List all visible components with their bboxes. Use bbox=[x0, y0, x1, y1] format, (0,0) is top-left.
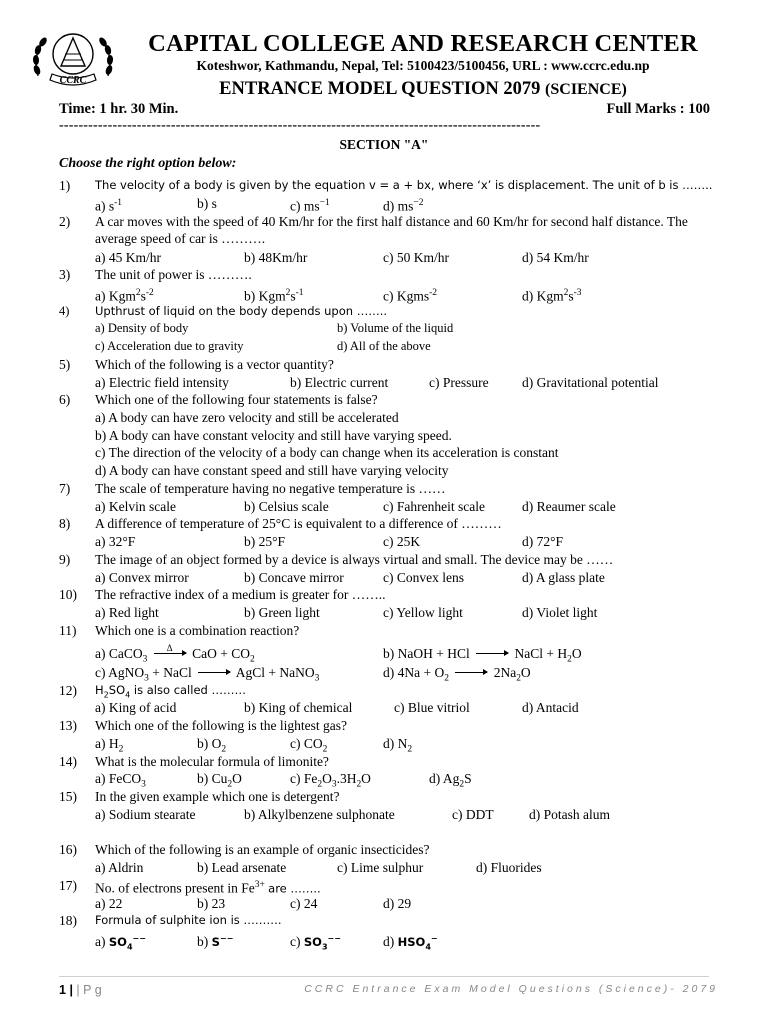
exam-time: Time: 1 hr. 30 Min. bbox=[59, 101, 179, 117]
question-text: A difference of temperature of 25°C is equivalent to a difference of ……… bbox=[95, 516, 502, 531]
section-heading: SECTION "A" bbox=[339, 137, 429, 152]
question-text: No. of electrons present in $Fe^{3+}$ are …….. bbox=[95, 880, 321, 896]
instruction: Choose the right option below: bbox=[59, 156, 237, 171]
option-b: b) A body can have constant velocity and still have varying speed. bbox=[95, 428, 452, 443]
college-name: CAPITAL COLLEGE AND RESEARCH CENTER bbox=[148, 30, 698, 57]
divider-line: --------------------------------------------------------------------------------------------------- bbox=[59, 118, 541, 133]
option-b: b) NaOH + HCl NaCl + $H_2O$ bbox=[383, 646, 582, 665]
option-a: a) $s^{-1}$ bbox=[95, 198, 122, 214]
delta-symbol: Δ bbox=[166, 643, 173, 653]
question-text: A car moves with the speed of 40 Km/hr for the first half distance and 60 Km/hr for second half distance. The average speed of car is ………. bbox=[95, 214, 688, 246]
footer-text: CCRC Entrance Exam Model Questions (Science)- 2079 bbox=[304, 983, 718, 995]
question-text: The image of an object formed by a device is always virtual and small. The device may be …… bbox=[95, 552, 614, 567]
option-c: c) The direction of the velocity of a body can change when its acceleration is constant bbox=[95, 445, 559, 460]
question-text: The unit of power is ………. bbox=[95, 267, 252, 282]
exam-title: ENTRANCE MODEL QUESTION 2079 (SCIENCE) bbox=[219, 79, 627, 99]
logo-text: CCRC bbox=[59, 75, 87, 86]
option-c: c) AgNO$_3$ + NaCl AgCl + NaNO$_3$ bbox=[95, 665, 320, 684]
college-address: Koteshwor, Kathmandu, Nepal, Tel: 5100423/5100456, URL : www.ccrc.edu.np bbox=[196, 58, 650, 73]
question-text: What is the molecular formula of limonite? bbox=[95, 754, 329, 769]
option-c: c) $ms^{-1}$ bbox=[290, 198, 330, 214]
option-a: a) CaCO$_3$ Δ CaO + $CO_2$ bbox=[95, 645, 255, 669]
question-text: The scale of temperature having no negative temperature is …… bbox=[95, 481, 446, 496]
question-text: Which one of the following four statements is false? bbox=[95, 392, 378, 407]
question-text: In the given example which one is detergent? bbox=[95, 789, 340, 804]
option-d: d) $ms^{-2}$ bbox=[383, 198, 424, 214]
question-text: The velocity of a body is given by the equation v = a + bx, where ‘x’ is displacement. The unit of b is …….. bbox=[95, 178, 713, 192]
question-text: Which of the following is an example of organic insecticides? bbox=[95, 842, 430, 857]
option-d: d) $4Na + O_2$ $2Na_2O$ bbox=[383, 665, 531, 684]
question-text: Formula of sulphite ion is ………. bbox=[95, 913, 282, 927]
question-text: Which of the following is a vector quantity? bbox=[95, 357, 334, 372]
option-d: d) A body can have constant speed and still have varying velocity bbox=[95, 463, 449, 478]
question-text: The refractive index of a medium is greater for …….. bbox=[95, 587, 386, 602]
page-number: 1 | | P g bbox=[59, 983, 102, 997]
question-text: $H_2SO_4$ is also called ……… bbox=[95, 683, 246, 700]
question-text: Which one of the following is the lightest gas? bbox=[95, 718, 347, 733]
college-logo bbox=[30, 24, 116, 94]
exam-stream: (SCIENCE) bbox=[545, 81, 627, 98]
full-marks: Full Marks : 100 bbox=[606, 101, 710, 117]
option-b: b) s bbox=[197, 196, 217, 211]
question-text: Upthrust of liquid on the body depends upon …….. bbox=[95, 304, 388, 318]
question-text: Which one is a combination reaction? bbox=[95, 623, 300, 638]
footer-divider bbox=[59, 976, 709, 977]
option-a: a) A body can have zero velocity and still be accelerated bbox=[95, 410, 399, 425]
